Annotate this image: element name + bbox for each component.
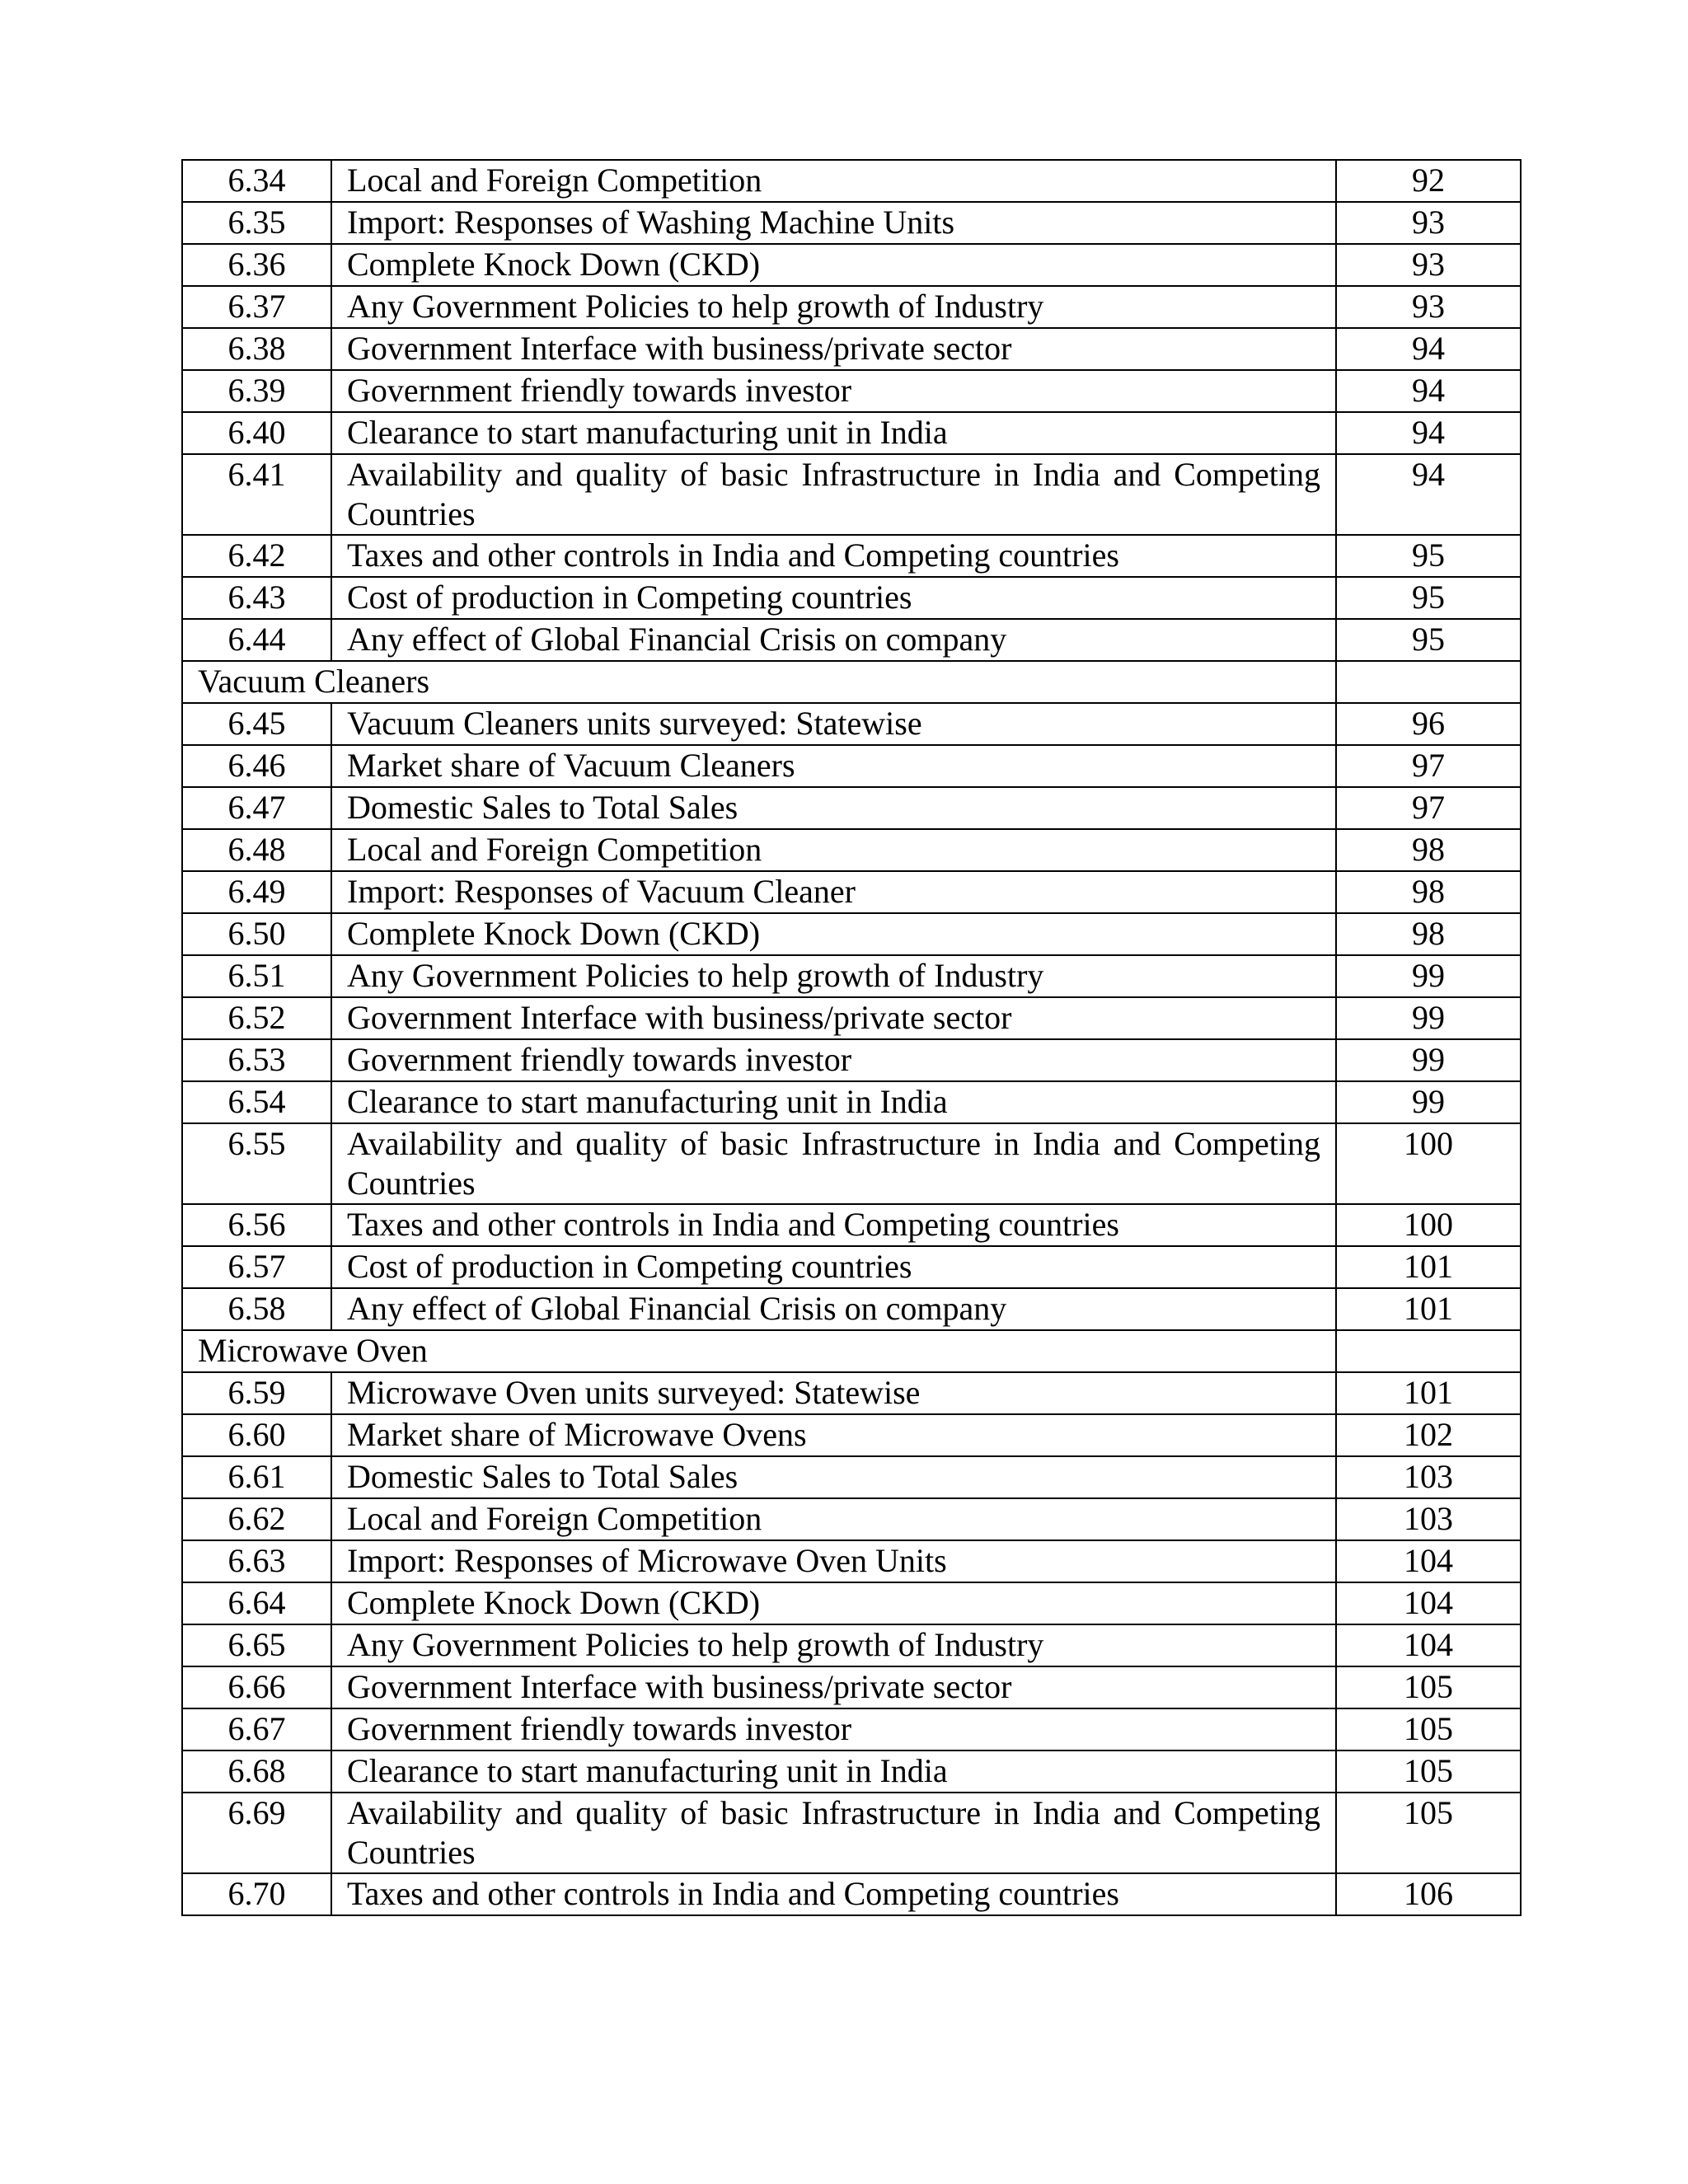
entry-title: Taxes and other controls in India and Competing countries	[331, 1204, 1336, 1246]
entry-number: 6.51	[182, 955, 331, 997]
entry-title: Government Interface with business/private sector	[331, 328, 1336, 370]
section-heading-row	[182, 661, 1521, 703]
section-heading: Vacuum Cleaners	[182, 661, 1336, 703]
entry-number: 6.49	[182, 871, 331, 913]
entry-number: 6.36	[182, 244, 331, 286]
entry-number: 6.63	[182, 1540, 331, 1582]
entry-page-number: 94	[1336, 370, 1521, 412]
entry-page-number: 98	[1336, 871, 1521, 913]
entry-page-number: 97	[1336, 745, 1521, 787]
entry-page-number: 93	[1336, 286, 1521, 328]
entry-title: Domestic Sales to Total Sales	[331, 787, 1336, 829]
entry-title: Complete Knock Down (CKD)	[331, 244, 1336, 286]
entry-title: Complete Knock Down (CKD)	[331, 1582, 1336, 1624]
entry-title: Import: Responses of Microwave Oven Units	[331, 1540, 1336, 1582]
entry-page-number: 103	[1336, 1456, 1521, 1498]
entry-page-number: 104	[1336, 1582, 1521, 1624]
entry-title: Import: Responses of Vacuum Cleaner	[331, 871, 1336, 913]
entry-number: 6.56	[182, 1204, 331, 1246]
entry-number: 6.35	[182, 202, 331, 244]
entry-page-number: 104	[1336, 1540, 1521, 1582]
entry-page-number: 93	[1336, 202, 1521, 244]
entry-page-number: 103	[1336, 1498, 1521, 1540]
table-row	[182, 286, 1521, 328]
entry-title: Taxes and other controls in India and Competing countries	[331, 535, 1336, 577]
entry-title: Any Government Policies to help growth of Industry	[331, 955, 1336, 997]
entry-title: Market share of Microwave Ovens	[331, 1414, 1336, 1456]
section-page-cell	[1336, 1330, 1521, 1372]
entry-number: 6.34	[182, 160, 331, 202]
entry-page-number: 105	[1336, 1708, 1521, 1750]
table-row	[182, 1498, 1521, 1540]
entry-number: 6.66	[182, 1666, 331, 1708]
entry-title: Import: Responses of Washing Machine Units	[331, 202, 1336, 244]
table-row	[182, 997, 1521, 1039]
entry-number: 6.65	[182, 1624, 331, 1666]
entry-title: Local and Foreign Competition	[331, 1498, 1336, 1540]
entry-page-number: 94	[1336, 412, 1521, 454]
entry-title: Cost of production in Competing countries	[331, 1246, 1336, 1288]
entry-page-number: 105	[1336, 1750, 1521, 1793]
entry-page-number: 93	[1336, 244, 1521, 286]
entry-title: Any effect of Global Financial Crisis on company	[331, 619, 1336, 661]
entry-page-number: 99	[1336, 997, 1521, 1039]
entry-title: Government friendly towards investor	[331, 1039, 1336, 1081]
table-row	[182, 160, 1521, 202]
table-row	[182, 1123, 1521, 1204]
entry-number: 6.62	[182, 1498, 331, 1540]
table-row	[182, 787, 1521, 829]
entry-title: Clearance to start manufacturing unit in India	[331, 1081, 1336, 1123]
table-row	[182, 1582, 1521, 1624]
entry-number: 6.53	[182, 1039, 331, 1081]
entry-page-number: 99	[1336, 1039, 1521, 1081]
section-page-cell	[1336, 661, 1521, 703]
entry-page-number: 95	[1336, 619, 1521, 661]
entry-number: 6.61	[182, 1456, 331, 1498]
entry-number: 6.44	[182, 619, 331, 661]
entry-title: Availability and quality of basic Infrastructure in India and Competing Countries	[331, 454, 1336, 535]
entry-page-number: 95	[1336, 535, 1521, 577]
entry-title: Government friendly towards investor	[331, 1708, 1336, 1750]
table-row	[182, 703, 1521, 745]
entry-page-number: 96	[1336, 703, 1521, 745]
entry-page-number: 101	[1336, 1372, 1521, 1414]
entry-title: Clearance to start manufacturing unit in India	[331, 412, 1336, 454]
table-row	[182, 1456, 1521, 1498]
table-row	[182, 370, 1521, 412]
table-row	[182, 1288, 1521, 1330]
entry-title: Market share of Vacuum Cleaners	[331, 745, 1336, 787]
entry-title: Clearance to start manufacturing unit in India	[331, 1750, 1336, 1793]
entry-number: 6.68	[182, 1750, 331, 1793]
table-row	[182, 913, 1521, 955]
entry-number: 6.59	[182, 1372, 331, 1414]
entry-title: Taxes and other controls in India and Competing countries	[331, 1873, 1336, 1915]
entry-number: 6.45	[182, 703, 331, 745]
entry-number: 6.55	[182, 1123, 331, 1204]
entry-title: Local and Foreign Competition	[331, 829, 1336, 871]
table-row	[182, 1540, 1521, 1582]
table-row	[182, 454, 1521, 535]
entry-number: 6.48	[182, 829, 331, 871]
entry-page-number: 98	[1336, 829, 1521, 871]
entry-number: 6.64	[182, 1582, 331, 1624]
table-row	[182, 1793, 1521, 1873]
entry-number: 6.50	[182, 913, 331, 955]
entry-page-number: 106	[1336, 1873, 1521, 1915]
entry-number: 6.42	[182, 535, 331, 577]
table-row	[182, 1873, 1521, 1915]
table-row	[182, 1750, 1521, 1793]
table-row	[182, 1666, 1521, 1708]
table-row	[182, 1372, 1521, 1414]
table-row	[182, 871, 1521, 913]
table-row	[182, 244, 1521, 286]
entry-title: Any effect of Global Financial Crisis on company	[331, 1288, 1336, 1330]
list-of-tables-body	[182, 160, 1521, 1915]
entry-number: 6.40	[182, 412, 331, 454]
table-row	[182, 1204, 1521, 1246]
entry-page-number: 105	[1336, 1793, 1521, 1873]
entry-number: 6.69	[182, 1793, 331, 1873]
entry-title: Any Government Policies to help growth of Industry	[331, 286, 1336, 328]
table-row	[182, 1081, 1521, 1123]
entry-number: 6.57	[182, 1246, 331, 1288]
entry-number: 6.41	[182, 454, 331, 535]
table-row	[182, 1414, 1521, 1456]
section-heading-row	[182, 1330, 1521, 1372]
table-row	[182, 1624, 1521, 1666]
entry-number: 6.47	[182, 787, 331, 829]
entry-page-number: 100	[1336, 1204, 1521, 1246]
table-row	[182, 535, 1521, 577]
entry-page-number: 98	[1336, 913, 1521, 955]
entry-number: 6.58	[182, 1288, 331, 1330]
table-row	[182, 577, 1521, 619]
entry-title: Availability and quality of basic Infrastructure in India and Competing Countries	[331, 1793, 1336, 1873]
entry-page-number: 101	[1336, 1288, 1521, 1330]
entry-title: Domestic Sales to Total Sales	[331, 1456, 1336, 1498]
entry-page-number: 102	[1336, 1414, 1521, 1456]
entry-title: Vacuum Cleaners units surveyed: Statewise	[331, 703, 1336, 745]
entry-page-number: 92	[1336, 160, 1521, 202]
table-row	[182, 619, 1521, 661]
entry-number: 6.70	[182, 1873, 331, 1915]
table-row	[182, 1708, 1521, 1750]
entry-title: Government friendly towards investor	[331, 370, 1336, 412]
entry-page-number: 104	[1336, 1624, 1521, 1666]
table-row	[182, 412, 1521, 454]
entry-page-number: 100	[1336, 1123, 1521, 1204]
entry-title: Microwave Oven units surveyed: Statewise	[331, 1372, 1336, 1414]
table-row	[182, 955, 1521, 997]
entry-page-number: 99	[1336, 955, 1521, 997]
table-row	[182, 202, 1521, 244]
entry-page-number: 99	[1336, 1081, 1521, 1123]
entry-title: Complete Knock Down (CKD)	[331, 913, 1336, 955]
entry-page-number: 105	[1336, 1666, 1521, 1708]
entry-page-number: 101	[1336, 1246, 1521, 1288]
entry-title: Cost of production in Competing countries	[331, 577, 1336, 619]
section-heading: Microwave Oven	[182, 1330, 1336, 1372]
entry-number: 6.46	[182, 745, 331, 787]
list-of-tables	[181, 159, 1522, 1916]
entry-title: Government Interface with business/private sector	[331, 1666, 1336, 1708]
entry-number: 6.60	[182, 1414, 331, 1456]
table-row	[182, 1246, 1521, 1288]
table-row	[182, 829, 1521, 871]
table-row	[182, 745, 1521, 787]
table-row	[182, 1039, 1521, 1081]
entry-number: 6.67	[182, 1708, 331, 1750]
entry-number: 6.52	[182, 997, 331, 1039]
entry-page-number: 94	[1336, 454, 1521, 535]
entry-number: 6.43	[182, 577, 331, 619]
entry-title: Any Government Policies to help growth of Industry	[331, 1624, 1336, 1666]
entry-number: 6.54	[182, 1081, 331, 1123]
entry-page-number: 95	[1336, 577, 1521, 619]
entry-number: 6.38	[182, 328, 331, 370]
table-row	[182, 328, 1521, 370]
entry-title: Availability and quality of basic Infrastructure in India and Competing Countries	[331, 1123, 1336, 1204]
entry-title: Government Interface with business/private sector	[331, 997, 1336, 1039]
entry-page-number: 97	[1336, 787, 1521, 829]
entry-number: 6.37	[182, 286, 331, 328]
entry-number: 6.39	[182, 370, 331, 412]
entry-title: Local and Foreign Competition	[331, 160, 1336, 202]
entry-page-number: 94	[1336, 328, 1521, 370]
